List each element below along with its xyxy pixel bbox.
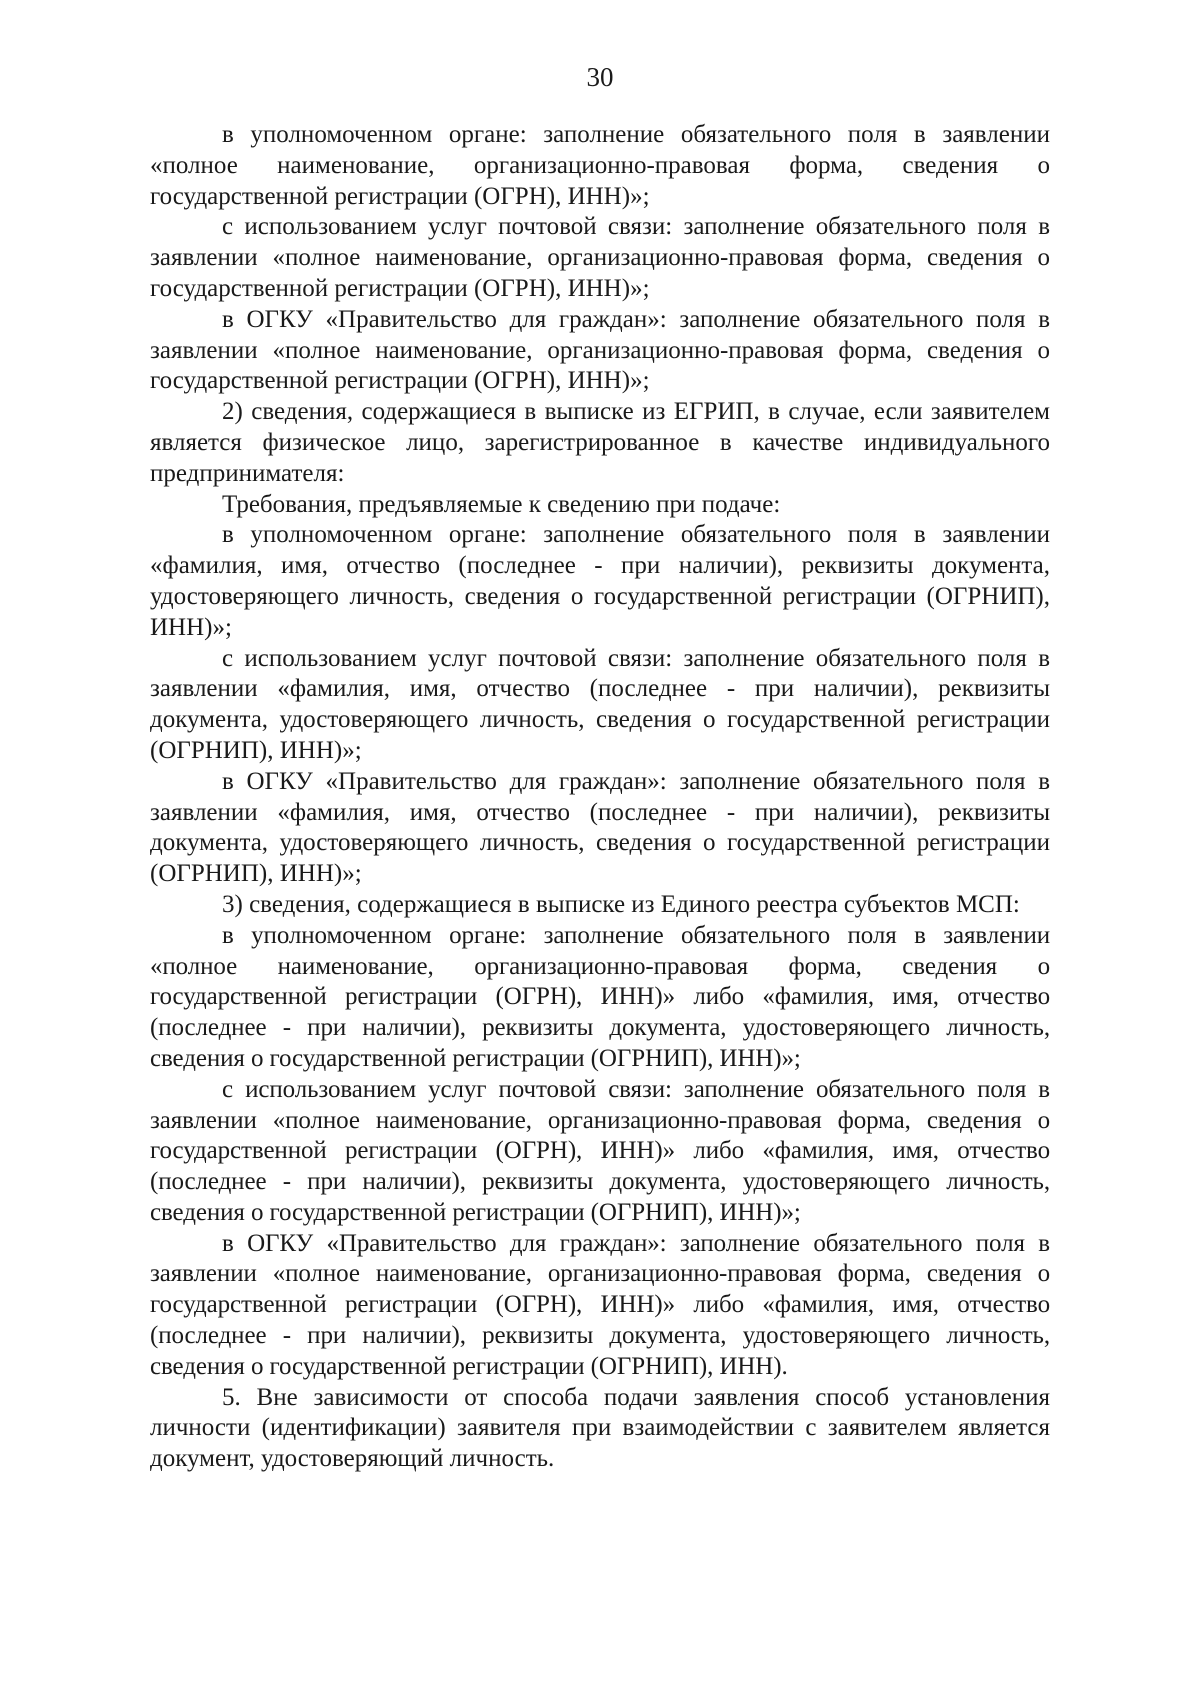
paragraph-ogku-msp: в ОГКУ «Правительство для граждан»: заполнение обязательного поля в заявлении «полное наименование, организационно-правовая форма, сведения о государственной регистрации (ОГРН), ИНН)» либо «фамилия, имя, отчество (последнее - при наличии), реквизиты документа, удостоверяющего личность, сведения о государственной регистрации (ОГРНИП), ИНН).: [150, 1229, 1050, 1380]
paragraph-msp-item: 3) сведения, содержащиеся в выписке из Единого реестра субъектов МСП:: [222, 890, 1020, 918]
page-number: 30: [586, 62, 614, 92]
paragraph-postal-legal: с использованием услуг почтовой связи: заполнение обязательного поля в заявлении «полное наименование, организационно-правовая форма, сведения о государственной регистрации (ОГРН), ИНН)»;: [150, 213, 1050, 302]
paragraph-egrip-item: 2) сведения, содержащиеся в выписке из ЕГРИП, в случае, если заявителем является физическое лицо, зарегистрированное в качестве индивидуального предпринимателя:: [150, 398, 1050, 487]
paragraph-ogku-legal: в ОГКУ «Правительство для граждан»: заполнение обязательного поля в заявлении «полное наименование, организационно-правовая форма, сведения о государственной регистрации (ОГРН), ИНН)»;: [150, 305, 1050, 395]
paragraph-postal-ip: с использованием услуг почтовой связи: заполнение обязательного поля в заявлении «фамилия, имя, отчество (последнее - при наличии), реквизиты документа, удостоверяющего личность, сведения о государственной регистрации (ОГРНИП), ИНН)»;: [150, 644, 1050, 764]
paragraph-authorized-body-legal: в уполномоченном органе: заполнение обязательного поля в заявлении «полное наименование, организационно-правовая форма, сведения о государственной регистрации (ОГРН), ИНН)»;: [150, 121, 1050, 210]
paragraph-authorized-body-ip: в уполномоченном органе: заполнение обязательного поля в заявлении «фамилия, имя, отчество (последнее - при наличии), реквизиты документа, удостоверяющего личность, сведения о государственной регистрации (ОГРНИП), ИНН)»;: [150, 521, 1050, 641]
paragraph-postal-msp: с использованием услуг почтовой связи: заполнение обязательного поля в заявлении «полное наименование, организационно-правовая форма, сведения о государственной регистрации (ОГРН), ИНН)» либо «фамилия, имя, отчество (последнее - при наличии), реквизиты документа, удостоверяющего личность, сведения о государственной регистрации (ОГРНИП), ИНН)»;: [150, 1075, 1050, 1226]
paragraph-requirements: Требования, предъявляемые к сведению при подаче:: [222, 490, 781, 518]
paragraph-identification: 5. Вне зависимости от способа подачи заявления способ установления личности (идентификации) заявителя при взаимодействии с заявителем является документ, удостоверяющий личность.: [150, 1383, 1050, 1473]
paragraph-authorized-body-msp: в уполномоченном органе: заполнение обязательного поля в заявлении «полное наименование, организационно-правовая форма, сведения о государственной регистрации (ОГРН), ИНН)» либо «фамилия, имя, отчество (последнее - при наличии), реквизиты документа, удостоверяющего личность, сведения о государственной регистрации (ОГРНИП), ИНН)»;: [150, 921, 1050, 1072]
document-body: [150, 120, 1050, 1475]
paragraph-ogku-ip: в ОГКУ «Правительство для граждан»: заполнение обязательного поля в заявлении «фамилия, имя, отчество (последнее - при наличии), реквизиты документа, удостоверяющего личность, сведения о государственной регистрации (ОГРНИП), ИНН)»;: [150, 767, 1050, 888]
